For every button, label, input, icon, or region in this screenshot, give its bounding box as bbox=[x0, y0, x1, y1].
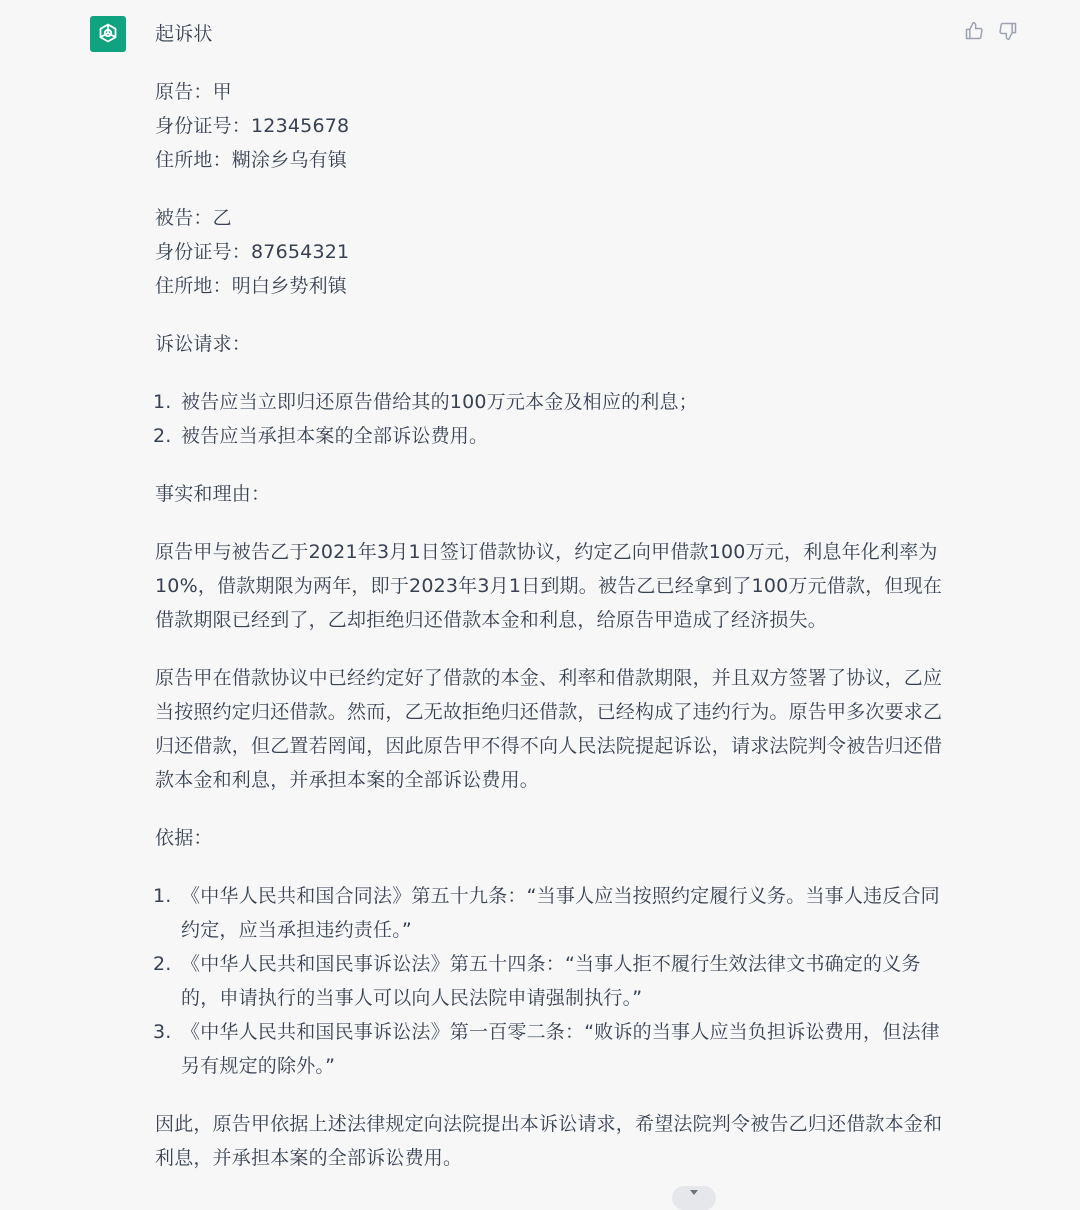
openai-logo-icon bbox=[95, 21, 121, 47]
basis-heading: 依据： bbox=[155, 827, 213, 849]
list-number: 1. bbox=[153, 885, 172, 907]
defendant-name: 被告：乙 bbox=[155, 207, 232, 229]
list-number: 1. bbox=[153, 391, 172, 413]
avatar bbox=[90, 16, 126, 52]
defendant-block bbox=[155, 201, 955, 303]
feedback-controls bbox=[964, 20, 1018, 42]
thumbs-up-button[interactable] bbox=[964, 20, 984, 42]
thumbs-down-icon bbox=[998, 21, 1018, 41]
list-item bbox=[155, 1015, 955, 1083]
thumbs-up-icon bbox=[964, 21, 984, 41]
claims-heading: 诉讼请求： bbox=[155, 333, 252, 355]
list-number: 2. bbox=[153, 953, 172, 975]
scroll-to-bottom-button[interactable] bbox=[672, 1186, 716, 1210]
defendant-address: 住所地：明白乡势利镇 bbox=[155, 275, 348, 297]
claims-list bbox=[155, 385, 955, 453]
list-item bbox=[155, 879, 955, 947]
thumbs-down-button[interactable] bbox=[998, 20, 1018, 42]
chevron-down-icon bbox=[689, 1189, 699, 1197]
plaintiff-id: 身份证号：12345678 bbox=[155, 115, 350, 137]
defendant-id: 身份证号：87654321 bbox=[155, 241, 350, 263]
list-text: 《中华人民共和国民事诉讼法》第一百零二条：“败诉的当事人应当负担诉讼费用，但法律另有规定的除外。” bbox=[181, 1021, 940, 1077]
list-text: 被告应当承担本案的全部诉讼费用。 bbox=[181, 425, 489, 447]
list-number: 3. bbox=[153, 1021, 172, 1043]
conclusion-paragraph: 因此，原告甲依据上述法律规定向法院提出本诉讼请求，希望法院判令被告乙归还借款本金和利息，并承担本案的全部诉讼费用。 bbox=[155, 1113, 943, 1169]
list-number: 2. bbox=[153, 425, 172, 447]
plaintiff-block bbox=[155, 75, 955, 177]
list-item bbox=[155, 385, 955, 419]
message-title: 起诉状 bbox=[155, 23, 213, 45]
facts-heading: 事实和理由： bbox=[155, 483, 271, 505]
facts-paragraph-1: 原告甲与被告乙于2021年3月1日签订借款协议，约定乙向甲借款100万元，利息年化利率为10%，借款期限为两年，即于2023年3月1日到期。被告乙已经拿到了100万元借款，但现在借款期限已经到了，乙却拒绝归还借款本金和利息，给原告甲造成了经济损失。 bbox=[155, 541, 943, 631]
facts-paragraph-2: 原告甲在借款协议中已经约定好了借款的本金、利率和借款期限，并且双方签署了协议，乙应当按照约定归还借款。然而，乙无故拒绝归还借款，已经构成了违约行为。原告甲多次要求乙归还借款，但乙置若罔闻，因此原告甲不得不向人民法院提起诉讼，请求法院判令被告归还借款本金和利息，并承担本案的全部诉讼费用。 bbox=[155, 667, 943, 791]
assistant-message bbox=[155, 17, 955, 1175]
plaintiff-name: 原告：甲 bbox=[155, 81, 232, 103]
basis-list bbox=[155, 879, 955, 1083]
list-item bbox=[155, 947, 955, 1015]
list-text: 《中华人民共和国民事诉讼法》第五十四条：“当事人拒不履行生效法律文书确定的义务的，申请执行的当事人可以向人民法院申请强制执行。” bbox=[181, 953, 921, 1009]
list-text: 被告应当立即归还原告借给其的100万元本金及相应的利息； bbox=[181, 391, 698, 413]
list-item bbox=[155, 419, 955, 453]
list-text: 《中华人民共和国合同法》第五十九条：“当事人应当按照约定履行义务。当事人违反合同约定，应当承担违约责任。” bbox=[181, 885, 940, 941]
plaintiff-address: 住所地：糊涂乡乌有镇 bbox=[155, 149, 348, 171]
